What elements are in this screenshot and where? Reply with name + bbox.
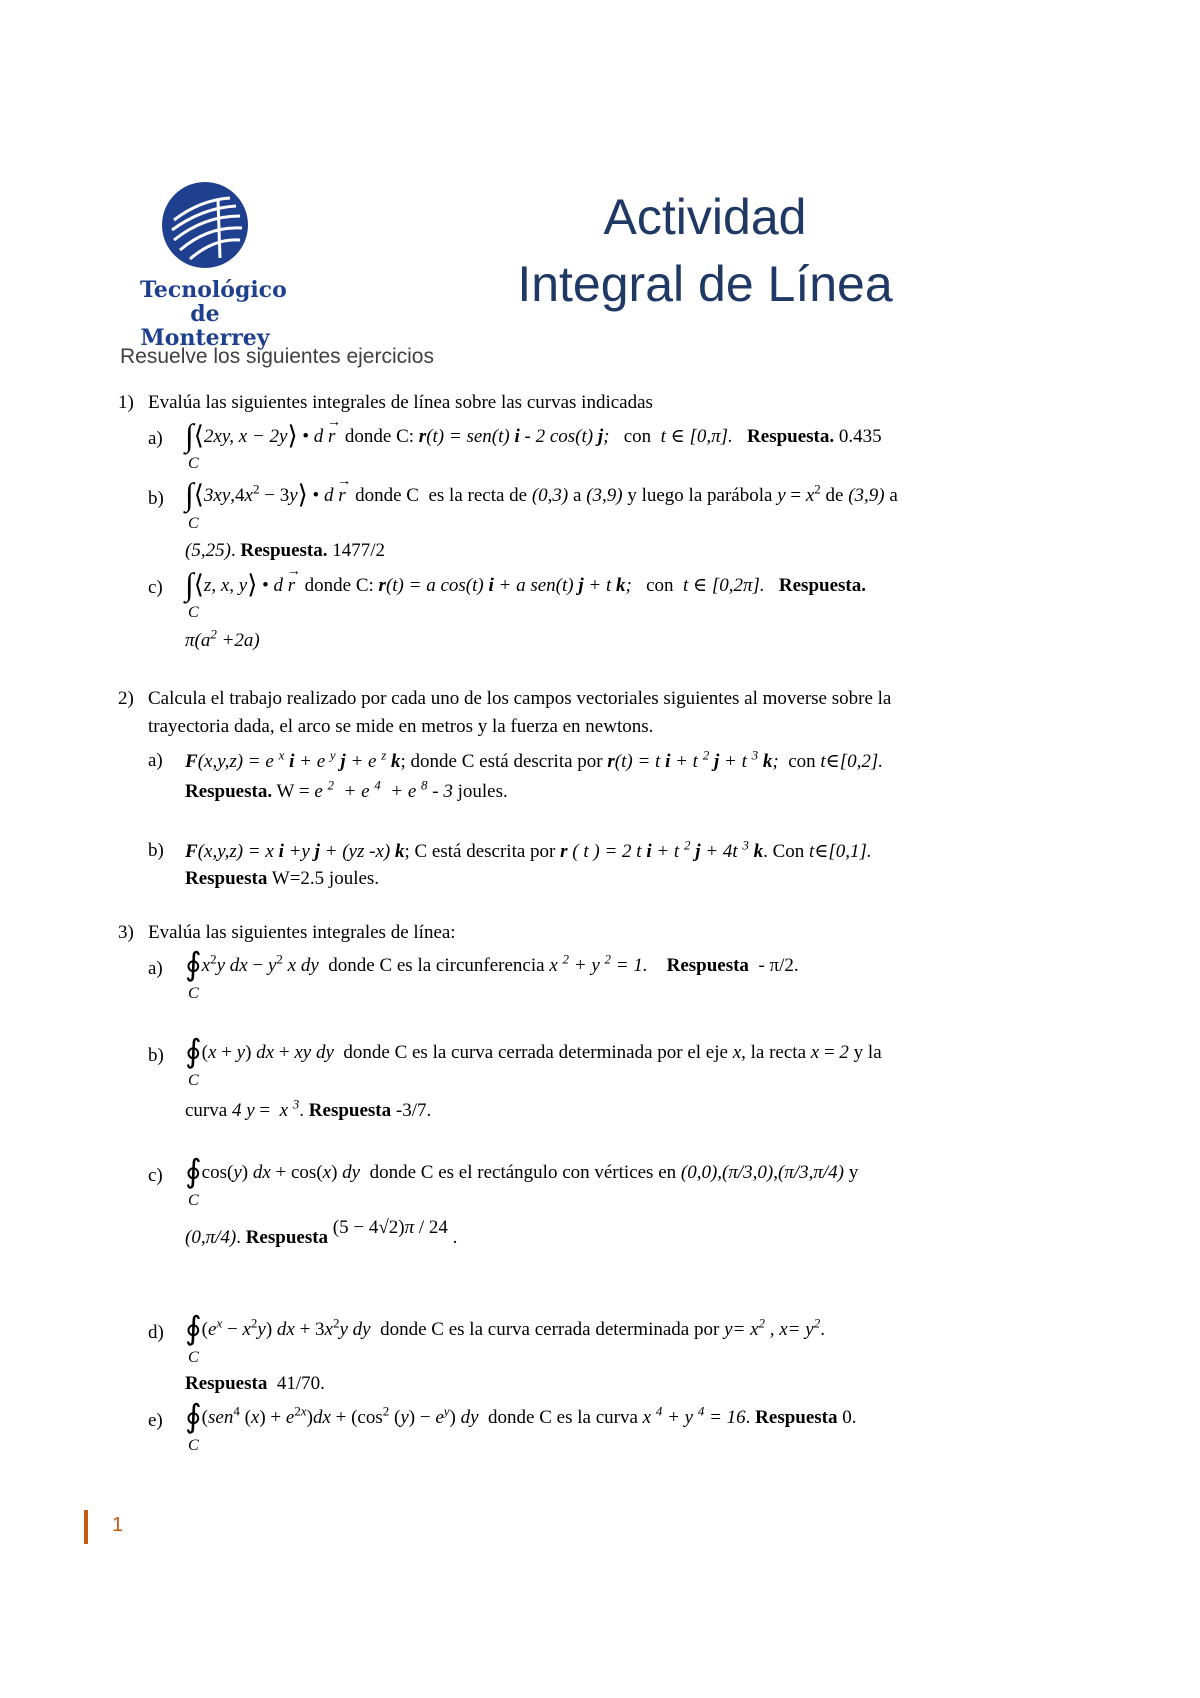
s2-b-answer-value: W=2.5 joules. [271, 868, 380, 889]
s1-c-expression: ∫⟨z, x, y⟩ • d → r donde C: r(t) = a cos(t) i + a sen(t) j + t k; con t ∈ [0,2π]. Respuesta. [185, 574, 866, 597]
s1-b-answer: 1477/2 [332, 540, 386, 561]
s3-e-subscript: C [188, 1437, 199, 1454]
intro-text: Resuelve los siguientes ejercicios [120, 345, 434, 368]
s3-b-expression-cont: curva 4 y = x $^3$. Respuesta -3/7. [185, 1096, 432, 1121]
s3-e-answer-label: Respuesta [755, 1407, 838, 1428]
s1-b-expression-cont: (5,25). Respuesta. 1477/2 [185, 540, 386, 561]
s3-c-answer-label: Respuesta [245, 1227, 329, 1248]
s3-d-expression: $∮(e^x - x^2y)$ dx + $3x^2y$ dy donde C es la curva cerrada determinada por $y= x^2$ , $x= y^2$. [185, 1310, 825, 1346]
s2-b-expression: F(x,y,z) = x i +y j + (yz -x) k; C está descrita por r ( t ) = 2 t i + t $^2$ j + 4t $^3$ k. Con t∈[0,1]. [185, 837, 872, 862]
s3-d-answer-value: 41/70. [276, 1373, 325, 1394]
s1-b-label: b) [148, 488, 164, 509]
page-title-line-2: Integral de Línea [517, 256, 893, 312]
s1-a-label: a) [148, 428, 163, 449]
section-3-text: Evalúa las siguientes integrales de línea: [148, 922, 456, 943]
s3-d-answer-label: Respuesta [185, 1373, 268, 1394]
s3-e-label: e) [148, 1410, 163, 1431]
s3-a-expression: $∮x^2y$ dx − $y^2$ x dy donde C es la circunferencia x $^2$ + y $^2$ = 1. Respuesta - π/2. [185, 946, 799, 982]
s2-a-label: a) [148, 750, 163, 771]
s3-e-expression: ∮(sen$^4$ $(x) + e^{2x})dx + (\cos^2$ $(y) - e^y$) dy donde C es la curva x $^4$ + y $^4$ = 16. Respuesta 0. [185, 1398, 857, 1434]
s3-c-label: c) [148, 1165, 163, 1186]
s3-b-answer: -3/7. [395, 1100, 432, 1121]
s3-c-subscript: C [188, 1192, 199, 1209]
s1-b-expression: $\int⟨3xy,4x^2$ − 3y⟩ • d → r donde C es la recta de (0,3) a (3,9) y luego la parábola $y = x^2$ de (3,9) a [185, 485, 898, 507]
s3-c-expression-cont: (0,π/4). Respuesta (5 − 4√2)π / 24 . [185, 1217, 458, 1248]
s3-d-subscript: C [188, 1349, 199, 1366]
s1-a-answer-label: Respuesta. [747, 426, 835, 447]
section-2-text-1: Calcula el trabajo realizado por cada uno de los campos vectoriales siguientes al moverse sobre la [148, 688, 892, 709]
s2-a-answer-label: Respuesta. [185, 781, 273, 802]
section-2-text-2: trayectoria dada, el arco se mide en metros y la fuerza en newtons. [148, 716, 654, 737]
section-2-number: 2) [118, 688, 134, 709]
tec-shield-icon [160, 180, 250, 270]
s2-a-answer: Respuesta. W = e $^2$ + e $^4$ + e $^8$ - 3 joules. [185, 777, 508, 802]
s1-a-subscript: C [188, 455, 199, 472]
logo [140, 180, 287, 351]
s2-a-expression: F(x,y,z) = e $^x$ i + e $^y$ j + e $^z$ k; donde C está descrita por r(t) = t i + t $^2$ j + t $^3$ k; con t∈[0,2]. [185, 747, 884, 772]
s3-c-expression: ∮cos(y) dx + cos(x) dy donde C es el rectángulo con vértices en (0,0),(π/3,0),(π/3,π/4) y [185, 1153, 859, 1189]
page-title-line-1: Actividad [603, 189, 807, 245]
s1-c-answer: $\pi(a^2 +2a)$ [185, 626, 260, 651]
section-1-text: Evalúa las siguientes integrales de línea sobre las curvas indicadas [148, 392, 653, 413]
s1-c-subscript: C [188, 604, 199, 621]
s1-a-expression: ∫⟨2xy, x − 2y⟩ • d → r donde C: r(t) = sen(t) i - 2 cos(t) j; con t ∈ [0,π]. Respuesta. 0.435 [185, 425, 882, 448]
s1-c-answer-label: Respuesta. [778, 575, 866, 596]
s3-a-label: a) [148, 958, 163, 979]
s3-a-answer-label: Respuesta [666, 955, 749, 976]
s3-a-subscript: C [188, 985, 199, 1002]
s3-d-answer [185, 1373, 325, 1395]
s3-b-answer-label: Respuesta [308, 1100, 392, 1121]
page-number-bar [84, 1510, 88, 1544]
s1-b-subscript: C [188, 515, 199, 532]
section-3-number: 3) [118, 922, 134, 943]
s2-b-answer [185, 868, 379, 890]
s1-b-answer-label: Respuesta. [240, 540, 328, 561]
logo-line-1: Tecnológico [140, 277, 287, 303]
logo-line-2: de Monterrey [140, 301, 270, 351]
s3-d-label: d) [148, 1322, 164, 1343]
s3-b-expression: ∮(x + y) dx + xy dy donde C es la curva cerrada determinada por el eje x, la recta x = 2 y la [185, 1033, 882, 1069]
s1-a-answer: 0.435 [838, 426, 882, 447]
s2-b-answer-label: Respuesta [185, 868, 268, 889]
s1-c-label: c) [148, 577, 163, 598]
section-1-number: 1) [118, 392, 134, 413]
s3-e-answer: 0. [842, 1407, 857, 1428]
s3-a-answer: - π/2. [758, 955, 799, 976]
page-number: 1 [112, 1514, 124, 1536]
s3-b-subscript: C [188, 1072, 199, 1089]
s3-b-label: b) [148, 1045, 164, 1066]
s2-b-label: b) [148, 840, 164, 861]
